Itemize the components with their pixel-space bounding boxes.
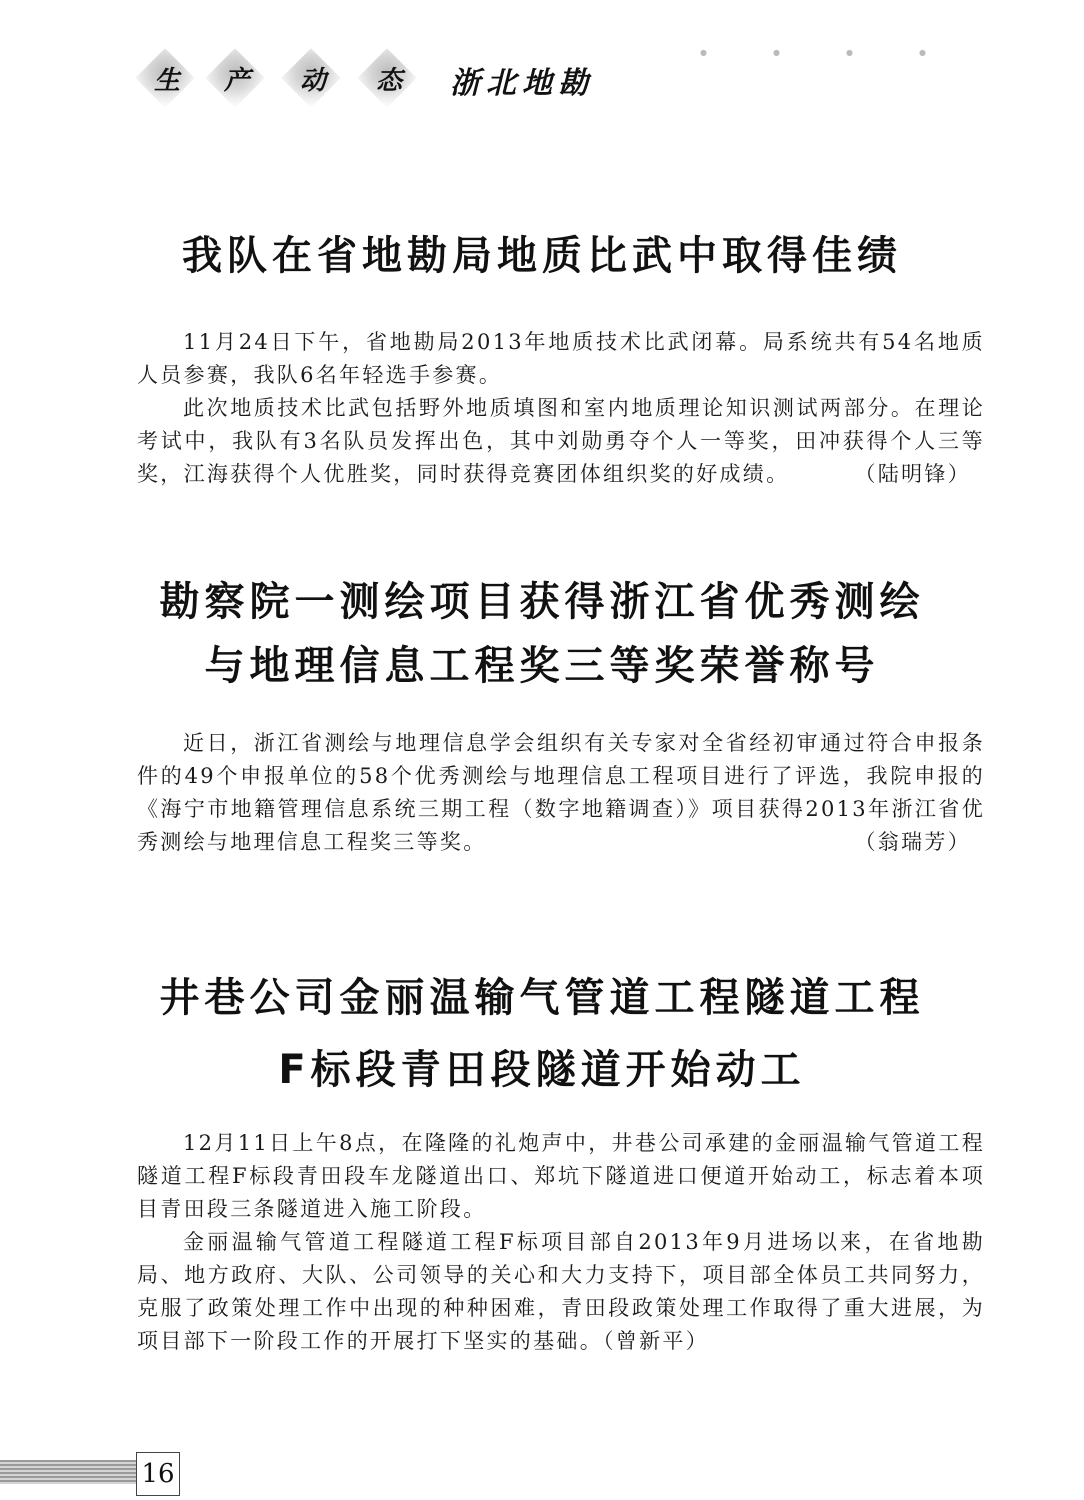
article-3-title-line-2: F标段青田段隧道开始动工 — [278, 1047, 806, 1093]
section-char-4: 态 — [362, 54, 416, 102]
article-1-title-line-1: 我队在省地勘局地质比武中取得佳绩 — [182, 233, 902, 279]
article-3-body — [137, 1127, 985, 1358]
article-3-paragraph-1: 12月11日上午8点，在隆隆的礼炮声中，井巷公司承建的金丽温输气管道工程隧道工程F标段青田段车龙隧道出口、郑坑下隧道进口便道开始动工，标志着本项目青田段三条隧道进入施工阶段。 — [137, 1131, 985, 1221]
article-3-paragraph-2-text: 金丽温输气管道工程隧道工程F标项目部自2013年9月进场以来，在省地勘局、地方政府、大队、公司领导的关心和大力支持下，项目部全体员工共同努力，克服了政策处理工作中出现的种种困难，青田段政策处理工作取得了重大进展，为项目部下一阶段工作的开展打下坚实的基础。 — [137, 1230, 985, 1353]
section-char-2: 产 — [210, 54, 264, 102]
article-3-author: （曾新平） — [603, 1329, 709, 1353]
article-1-body — [137, 326, 985, 491]
article-1-author: （陆明锋） — [854, 462, 971, 486]
section-char-1: 生 — [140, 54, 194, 102]
article-1-title — [0, 224, 1084, 288]
article-2-title-line-2: 与地理信息工程奖三等奖荣誉称号 — [204, 643, 880, 689]
article-2-title — [0, 570, 1084, 698]
article-3-title — [0, 966, 1084, 1102]
article-2-body — [137, 727, 985, 859]
article-1-paragraph-1: 11月24日下午，省地勘局2013年地质技术比武闭幕。局系统共有54名地质人员参赛，我队6名年轻选手参赛。 — [137, 330, 985, 387]
page-number: 16 — [136, 1452, 180, 1496]
article-3-title-line-1: 井巷公司金丽温输气管道工程隧道工程 — [159, 975, 925, 1021]
article-2-paragraph-1: 近日，浙江省测绘与地理信息学会组织有关专家对全省经初审通过符合申报条件的49个申报单位的58个优秀测绘与地理信息工程项目进行了评选，我院申报的《海宁市地籍管理信息系统三期工程（数字地籍调查）》项目获得2013年浙江省优秀测绘与地理信息工程奖三等奖。 — [137, 731, 985, 854]
header-decor-dots: ●●●● — [700, 48, 992, 57]
article-3-paragraph-2 — [137, 1226, 985, 1358]
footer-bar — [0, 1460, 136, 1484]
brand-title: 浙北地勘 — [450, 66, 594, 101]
article-2-author: （翁瑞芳） — [854, 830, 971, 854]
article-2-title-line-1: 勘察院一测绘项目获得浙江省优秀测绘 — [159, 579, 925, 625]
section-char-3: 动 — [286, 54, 340, 102]
page-header — [140, 48, 1040, 108]
article-1-paragraph-2: 此次地质技术比武包括野外地质填图和室内地质理论知识测试两部分。在理论考试中，我队有3名队员发挥出色，其中刘勋勇夺个人一等奖，田冲获得个人三等奖，江海获得个人优胜奖，同时获得竞赛团体组织奖的好成绩。 — [137, 396, 985, 486]
